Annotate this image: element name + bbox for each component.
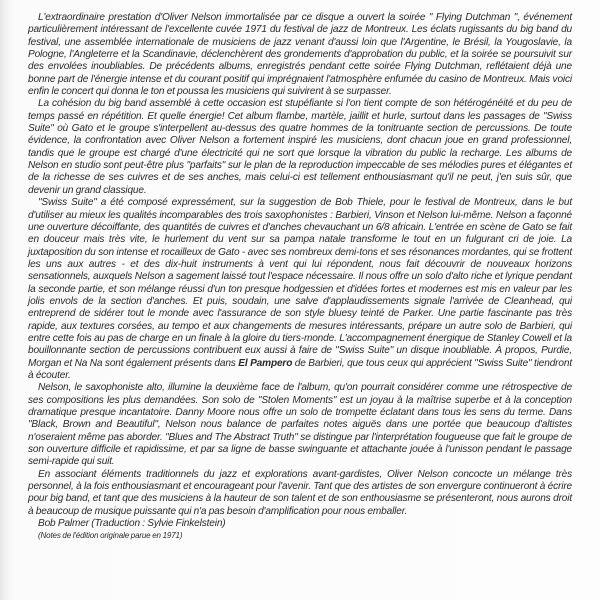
album-title-el-pampero: El Pampero	[238, 357, 293, 369]
paragraph-intro: L'extraordinaire prestation d'Oliver Nelson immortalisée par ce disque a ouvert la soirée " Flying Dutchman ", événement particulièrement intéressant de l'excellente cuvée 1971 du festival de jazz de Montreux. Les éclats rugissants du big band du festival, une assemblée internationale de musiciens de jazz venant d'aussi loin que l'Argentine, le Brésil, la Yougoslavie, la Pologne, l'Angleterre et la Scandinavie, déclenchèrent des grondements d'approbation du public, et la soirée se poursuivit sur des envolées inoubliables. De précédents albums, enregistrés pendant cette soirée Flying Dutchman, reflétaient déjà une bonne part de l'énergie intense et du courant positif qui imprégnaient l'atmosphère enfumée du casino de Montreux. Mais voici enfin le concert qui donna le ton et poussa les musiciens qui suivirent à se surpasser.	[28, 12, 572, 98]
paragraph-cohesion: La cohésion du big band assemblé à cette occasion est stupéfiante si l'on tient compte de son hétérogénéité et du peu de temps passé en répétition. Et quelle énergie! Cet album flambe, martèle, jaillit et hurle, surtout dans les passages de "Swiss Suite" où Gato et le groupe s'interpellent au-dessus des quatre hommes de la tonitruante section de percussions. De toute évidence, la confrontation avec Oliver Nelson a fortement inspiré les musiciens, dont chacun joue en grand professionnel, tandis que le groupe est chargé d'une électricité qui ne sort que lorsque la vibration du public la recharge. Les albums de Nelson en studio sont peut-être plus "parfaits" sur le plan de la reproduction impeccable de ses mélodies pures et élégantes et de la richesse de ses cuivres et de ses anches, mais celui-ci est tellement enthousiasmant qu'il ne peut, j'en suis sûr, que devenir un grand classique.	[28, 98, 572, 196]
liner-notes	[28, 12, 572, 541]
paragraph-conclusion: En associant éléments traditionnels du jazz et explorations avant-gardistes, Oliver Nelson concocte un mélange très personnel, à la fois enthousiasmant et encourageant pour l'avenir. Tant que des artistes de son envergure continueront à écrire pour big band, et tant que des musiciens à la hauteur de son talent et de son enthousiasme se présenteront, nous aurons droit à beaucoup de musique puissante qui n'a pas besoin d'amplification pour nous emballer.	[28, 468, 572, 517]
paragraph-swiss-suite	[28, 197, 572, 382]
paragraph-swiss-suite-end: de Barbieri, que tous ceux qui apprécient "Swiss Suite" tiendront à écouter.	[28, 357, 572, 381]
author-signature: Bob Palmer (Traduction : Sylvie Finkelstein)	[38, 518, 226, 530]
edition-note: (Notes de l'édition originale parue en 1971)	[38, 531, 183, 541]
paragraph-swiss-suite-text: "Swiss Suite" a été composé expressément, sur la suggestion de Bob Thiele, pour le festival de Montreux, dans le but d'utiliser au mieux les qualités incomparables des trois saxophonistes : Barbieri, Vinson et Nelson lui-même. Nelson a façonné une ouverture décoiffante, des quantités de cuivres et d'anches chevauchant un 6/8 africain. L'entrée en scène de Gato se fait en douceur mais très vite, le hurlement du vent sur sa pampa natale transforme le tout en un fulgurant cri de joie. La juxtaposition du son intense et rocailleux de Gato - avec ses nombreux demi-tons et ses résonances mordantes, qui se frottent les uns aux autres - et des dix-huit instruments à vent qui lui répondent, nous fait découvrir de nouveaux horizons sensationnels, auxquels Nelson a sagement laissé tout l'espace nécessaire. Il nous offre un solo d'alto riche et lyrique pendant la seconde partie, et son mélange réussi d'un ton presque hodgessien et d'idées fortes et modernes est mis en valeur par les jolis envols de la section d'anches. Et puis, soudain, une salve d'applaudissements signale l'arrivée de Cleanhead, qui entreprend de sidérer tout le monde avec l'assurance de son style bluesy teinté de Parker. Une partie fascinante pas très rapide, aux textures corsées, au tempo et aux changements de mesures intéressants, prépare un autre solo de Barbieri, qui entre cette fois au pas de charge en un finale à la gloire du tiers-monde. L'accompagnement énergique de Stanley Cowell et la bouillonnante section de percussions contribuent eux aussi à faire de "Swiss Suite" un disque inoubliable. À propos, Purdie, Morgan et Na Na sont également présents dans	[28, 197, 572, 369]
paragraph-side-two: Nelson, le saxophoniste alto, illumine la deuxième face de l'album, qu'on pourrait considérer comme une rétrospective de ses compositions les plus demandées. Son solo de "Stolen Moments" est un joyau à la maîtrise superbe et à la conception dramatique presque incantatoire. Danny Moore nous offre un solo de trompette éclatant dans tous les sens du terme. Dans "Black, Brown and Beautiful", Nelson nous balance de parfaites notes aiguës dans une portée que beaucoup d'altistes n'oseraient même pas aborder. "Blues and The Abstract Truth" se distingue par l'interprétation fougueuse que fait le groupe de son ouverture difficile et rapidissime, et par sa ligne de basse swinguante et attachante jouée à l'unisson pendant le passage semi-rapide qui suit.	[28, 382, 572, 468]
